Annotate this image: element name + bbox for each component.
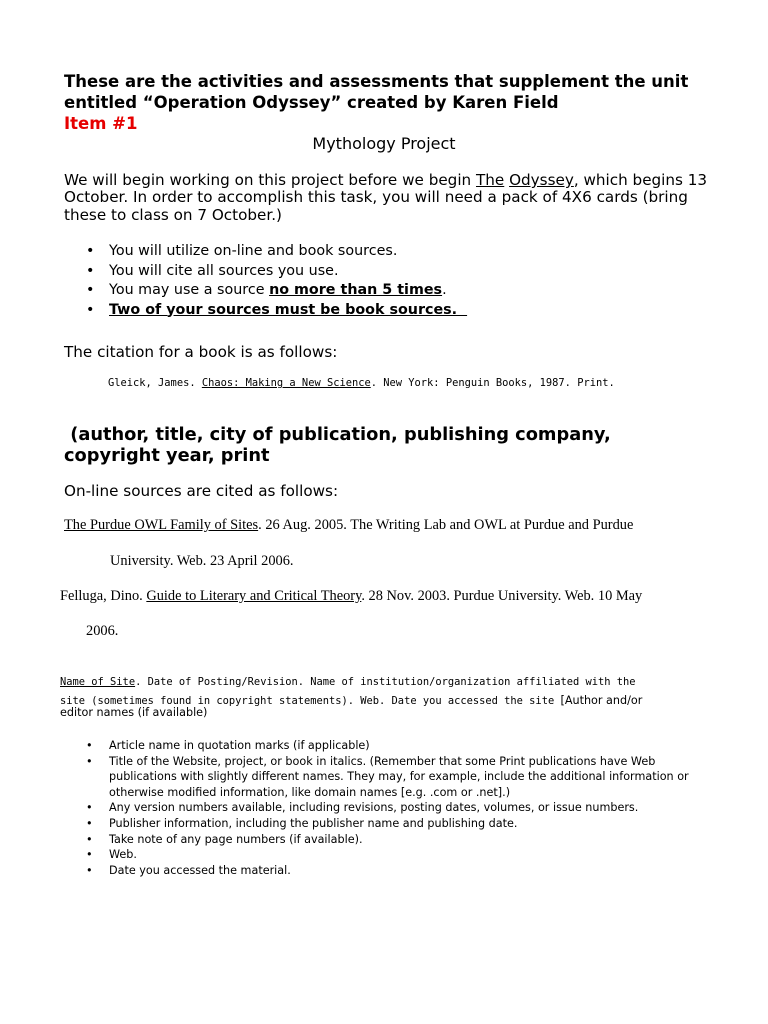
item-number-label: Item #1: [64, 114, 138, 133]
list-item-text: Take note of any page numbers (if available).: [109, 832, 363, 846]
list-item-text: Article name in quotation marks (if applicable): [109, 739, 370, 752]
list-item-text: otherwise modified information, like domain names [e.g. .com or .net].): [109, 785, 511, 799]
bullet-icon: •: [86, 801, 93, 815]
list-item-text: Date you accessed the material.: [109, 863, 291, 877]
bullet-icon: •: [86, 262, 95, 279]
site-format-line-1: [60, 676, 636, 688]
intro-paragraph-line-1: [64, 171, 707, 189]
list-item-text: publications with slightly different names. They may, for example, include the additional information or: [109, 770, 689, 784]
site-format-details: . Date of Posting/Revision. Name of institution/organization affiliated with the: [135, 676, 636, 688]
citation-details: . New York: Penguin Books, 1987. Print.: [370, 377, 615, 389]
bullet-icon: •: [86, 243, 95, 259]
online-citation-lead: On-line sources are cited as follows:: [64, 482, 339, 500]
citation-details: . 28 Nov. 2003. Purdue University. Web. 10 May: [361, 588, 643, 604]
site-format-details: site (sometimes found in copyright statements). Web. Date you accessed the site: [60, 695, 561, 707]
bullet-icon: •: [86, 301, 95, 318]
bullet-icon: •: [86, 282, 95, 298]
bullet-icon: •: [86, 848, 93, 862]
list-item: [86, 301, 467, 321]
list-item: [86, 242, 467, 262]
list-item: [86, 832, 726, 848]
bullet-icon: •: [86, 754, 93, 768]
list-item: [86, 738, 726, 754]
list-item: [86, 800, 726, 816]
list-item: [86, 281, 467, 301]
citation-author: Felluga, Dino.: [60, 588, 147, 604]
list-item-text: You may use a source: [109, 282, 270, 298]
site-title: The Purdue OWL Family of Sites: [64, 517, 259, 533]
book-citation-example: [108, 377, 615, 389]
site-name-label: Name of Site: [60, 676, 136, 688]
list-item-text-end: .: [442, 282, 447, 298]
book-title-odyssey: Odyssey: [509, 171, 574, 189]
intro-text: We will begin working on this project before we begin: [64, 171, 476, 189]
intro-paragraph-line-2: October. In order to accomplish this task, you will need a pack of 4X6 cards (bring: [64, 188, 688, 206]
site-format-details-sans: [Author and/or: [560, 694, 643, 707]
bullet-icon: •: [86, 863, 93, 877]
requirements-list: [86, 242, 467, 320]
bullet-icon: •: [86, 739, 93, 752]
project-title: Mythology Project: [312, 134, 456, 153]
intro-text-after: , which begins 13: [573, 171, 708, 189]
list-item: [86, 754, 726, 801]
book-title-the: The: [476, 171, 505, 189]
online-citation-example-1: [64, 517, 633, 534]
online-citation-example-2: [60, 588, 642, 605]
list-item: [86, 863, 726, 879]
citation-author: Gleick, James.: [108, 377, 202, 389]
bullet-icon: •: [86, 832, 93, 846]
list-item-text: You will utilize on-line and book sources.: [109, 243, 398, 259]
citation-title: Chaos: Making a New Science: [201, 377, 371, 389]
list-item-text: Any version numbers available, including revisions, posting dates, volumes, or issue numbers.: [109, 801, 639, 815]
list-item-text: Web.: [109, 848, 137, 862]
online-citation-example-1-line-2: University. Web. 23 April 2006.: [110, 553, 294, 569]
citation-elements-list: [86, 738, 726, 878]
site-title: Guide to Literary and Critical Theory: [146, 588, 362, 604]
list-item-text: Publisher information, including the publisher name and publishing date.: [109, 816, 518, 830]
list-item: [86, 816, 726, 832]
bullet-icon: •: [86, 816, 93, 830]
list-item-text: You will cite all sources you use.: [109, 262, 339, 279]
format-note-line-2: copyright year, print: [64, 445, 270, 466]
list-item: [86, 847, 726, 863]
emphasis-text: Two of your sources must be book sources.: [109, 301, 468, 318]
intro-paragraph-line-3: these to class on 7 October.): [64, 206, 282, 224]
emphasis-text: no more than 5 times: [269, 282, 443, 298]
intro-heading-line-1: These are the activities and assessments that supplement the unit: [64, 72, 689, 91]
site-format-line-3: editor names (if available): [60, 706, 208, 719]
format-note-line-1: (author, title, city of publication, publishing company,: [64, 424, 611, 445]
online-citation-example-2-line-2: 2006.: [86, 623, 119, 639]
book-citation-lead: The citation for a book is as follows:: [64, 343, 338, 361]
list-item-text: Title of the Website, project, or book in italics. (Remember that some Print publications have Web: [109, 754, 656, 768]
citation-details: . 26 Aug. 2005. The Writing Lab and OWL at Purdue and Purdue: [258, 517, 634, 533]
intro-heading-line-2: entitled “Operation Odyssey” created by Karen Field: [64, 93, 559, 112]
list-item: [86, 262, 467, 282]
